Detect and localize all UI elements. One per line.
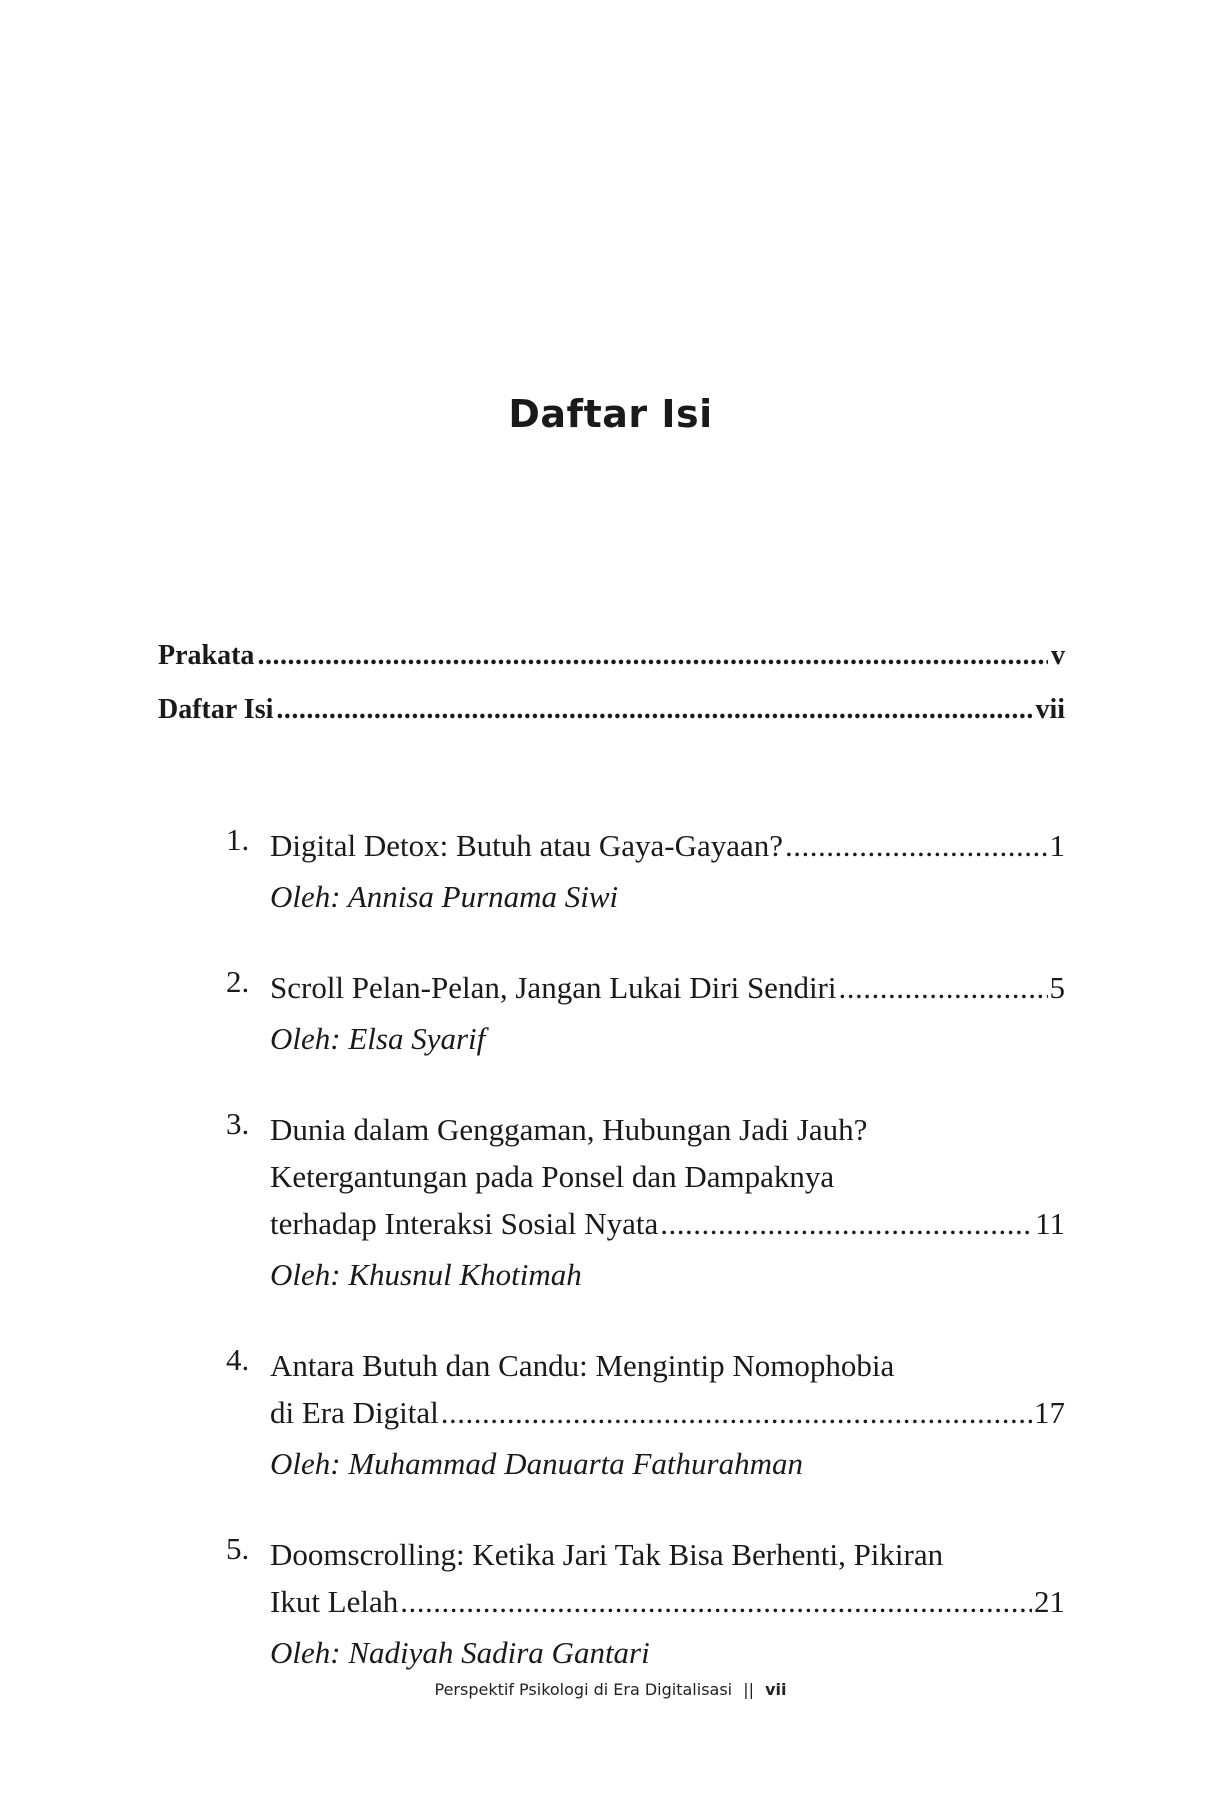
- chapter-title-line: di Era Digital: [270, 1395, 439, 1430]
- chapter-title-line: Doomscrolling: Ketika Jari Tak Bisa Berhenti, Pikiran: [270, 1537, 944, 1572]
- chapter-page-number: 5: [1049, 970, 1065, 1005]
- chapter-page-number: 17: [1034, 1395, 1065, 1430]
- footer-book-title: Perspektif Psikologi di Era Digitalisasi: [434, 1680, 733, 1699]
- chapter-page-number: 21: [1034, 1584, 1065, 1619]
- dot-leader: [785, 822, 1047, 869]
- chapter-entry-3[interactable]: [158, 1106, 1065, 1299]
- chapter-author: Oleh: Muhammad Danuarta Fathurahman: [270, 1446, 803, 1481]
- chapter-number: 4.: [226, 1342, 250, 1377]
- chapter-entry-5[interactable]: [158, 1531, 1065, 1677]
- footer-separator: ||: [743, 1680, 754, 1699]
- chapter-author: Oleh: Khusnul Khotimah: [270, 1257, 582, 1292]
- chapter-title-line: Ketergantungan pada Ponsel dan Dampaknya: [270, 1159, 835, 1194]
- chapter-title-line: Dunia dalam Genggaman, Hubungan Jadi Jauh?: [270, 1112, 868, 1147]
- chapter-author: Oleh: Nadiyah Sadira Gantari: [270, 1635, 650, 1670]
- toc-entry-prakata[interactable]: [158, 640, 1065, 694]
- dot-leader: [660, 1200, 1033, 1247]
- chapter-title-line: Ikut Lelah: [270, 1584, 399, 1619]
- chapter-number: 5.: [226, 1531, 250, 1566]
- chapter-entry-2[interactable]: [158, 964, 1065, 1063]
- chapter-title-line: Digital Detox: Butuh atau Gaya-Gayaan?: [270, 828, 784, 863]
- entry-label: Daftar Isi: [158, 694, 274, 725]
- chapter-entry-4[interactable]: [158, 1342, 1065, 1488]
- chapter-number: 3.: [226, 1106, 250, 1141]
- chapter-number: 1.: [226, 822, 250, 857]
- entry-page-number: vii: [1035, 694, 1065, 725]
- dot-leader: [839, 964, 1048, 1011]
- chapter-title-line: Antara Butuh dan Candu: Mengintip Nomophobia: [270, 1348, 895, 1383]
- page-title: Daftar Isi: [508, 392, 713, 436]
- entry-label: Prakata: [158, 640, 255, 671]
- chapter-number: 2.: [226, 964, 250, 999]
- page-footer: [0, 1680, 1221, 1699]
- table-of-contents: [158, 640, 1065, 1720]
- entry-page-number: v: [1051, 640, 1065, 671]
- chapter-title-line: terhadap Interaksi Sosial Nyata: [270, 1206, 659, 1241]
- chapter-author: Oleh: Elsa Syarif: [270, 1021, 486, 1056]
- chapter-entry-1[interactable]: [158, 822, 1065, 921]
- chapter-page-number: 1: [1049, 828, 1065, 863]
- dot-leader: [441, 1389, 1032, 1436]
- dot-leader: [276, 694, 1032, 726]
- dot-leader: [400, 1578, 1032, 1625]
- dot-leader: [257, 640, 1048, 672]
- chapter-list: [158, 822, 1065, 1677]
- chapter-author: Oleh: Annisa Purnama Siwi: [270, 879, 619, 914]
- toc-entry-daftar-isi[interactable]: [158, 694, 1065, 748]
- chapter-page-number: 11: [1035, 1206, 1065, 1241]
- chapter-title-line: Scroll Pelan-Pelan, Jangan Lukai Diri Sendiri: [270, 970, 837, 1005]
- footer-page-number: vii: [765, 1680, 787, 1699]
